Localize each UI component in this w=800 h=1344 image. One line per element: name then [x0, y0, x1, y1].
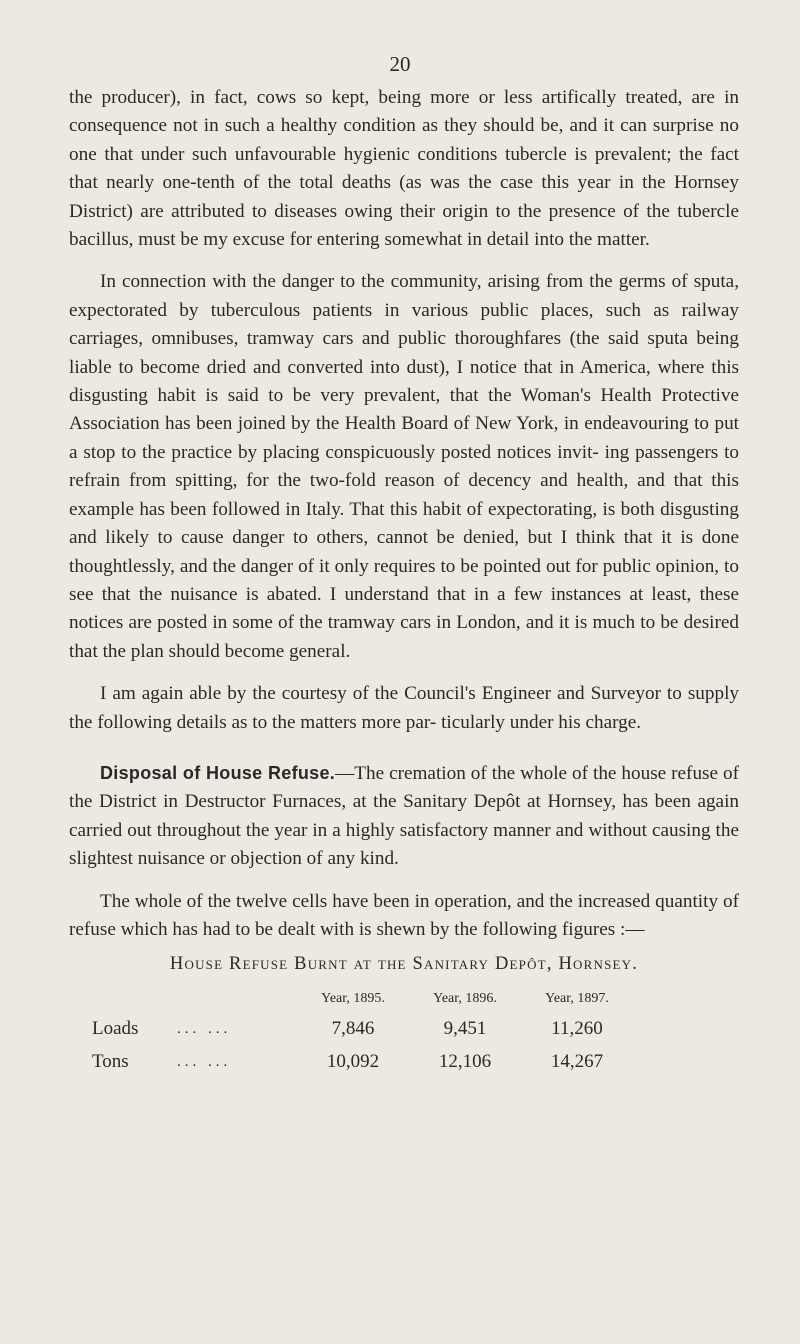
leader-dots: ... ...	[177, 1021, 232, 1038]
section-heading: Disposal of House Refuse.	[100, 762, 336, 783]
section-body: —The cremation of the whole of the house refuse of the District in Destructor Furnaces, at the Sanitary Depôt at Hornsey, has been again carried out throughout the year in a highly satisfactory manner and without causing the slightest nuisance or objection of any kind.	[69, 762, 739, 870]
table-cell: 11,260	[551, 1018, 603, 1040]
paragraph-engineer: I am again able by the courtesy of the Council's Engineer and Surveyor to supply the following details as to the matters more par- ticularly under his charge.	[69, 683, 739, 733]
column-header: Year, 1896.	[433, 990, 497, 1006]
paragraph-refuse-disposal	[69, 759, 739, 874]
table-cell: 9,451	[443, 1018, 487, 1040]
table-cell: 12,106	[438, 1050, 492, 1072]
table-cell: 7,846	[331, 1018, 375, 1040]
table-cell: 14,267	[550, 1050, 604, 1072]
table-row	[77, 1046, 633, 1078]
table-row	[77, 1013, 633, 1045]
body-text	[69, 84, 739, 1078]
row-label: Loads	[92, 1018, 139, 1040]
paragraph-sputa: In connection with the danger to the community, arising from the germs of sputa, expectorated by tuberculous patients in various public places, such as railway carriages, omnibuses, tramway cars and public thoroughfares (the said sputa being liable to become dried and converted into dust), I notice that in America, where this disgusting habit is said to be very prevalent, that the Woman's Health Protective Association has been joined by the Health Board of New York, in endeavouring to put a stop to the practice by placing conspicuously posted notices invit- ing passengers to refrain from spitting, for the two-fold reason of decency and health, and that this example has been followed in Italy. That this habit of expectorating, is both disgusting and likely to cause danger to others, cannot be denied, but I think that it is done thoughtlessly, and the danger of it only requires to be pointed out for public opinion, to see that the nuisance is abated. I understand that in a few instances at least, these notices are posted in some of the tramway cars in London, and it is much to be desired that the plan should become general.	[69, 271, 739, 662]
page-number: 20	[389, 52, 411, 76]
paragraph-continuation: the producer), in fact, cows so kept, being more or less artifically treated, are in consequence not in such a healthy condition as they should be, and it can surprise no one that under such unfavourable hygienic conditions tubercle is prevalent; the fact that nearly one-tenth of the total deaths (as was the case this year in the Hornsey District) are attributed to diseases owing their origin to the presence of the tubercle bacillus, must be my excuse for entering somewhat in detail into the matter.	[69, 87, 739, 251]
table-header-row	[77, 979, 633, 1013]
paragraph-cells: The whole of the twelve cells have been in operation, and the increased quantity of refuse which has had to be dealt with is shewn by the following figures :—	[69, 890, 739, 940]
leader-dots: ... ...	[177, 1053, 232, 1070]
table-title: House Refuse Burnt at the Sanitary Depôt, Hornsey.	[169, 954, 639, 975]
column-header: Year, 1897.	[545, 990, 609, 1006]
table-cell: 10,092	[326, 1050, 380, 1072]
row-label: Tons	[92, 1050, 129, 1072]
column-header: Year, 1895.	[321, 990, 385, 1006]
refuse-table	[77, 979, 633, 1078]
